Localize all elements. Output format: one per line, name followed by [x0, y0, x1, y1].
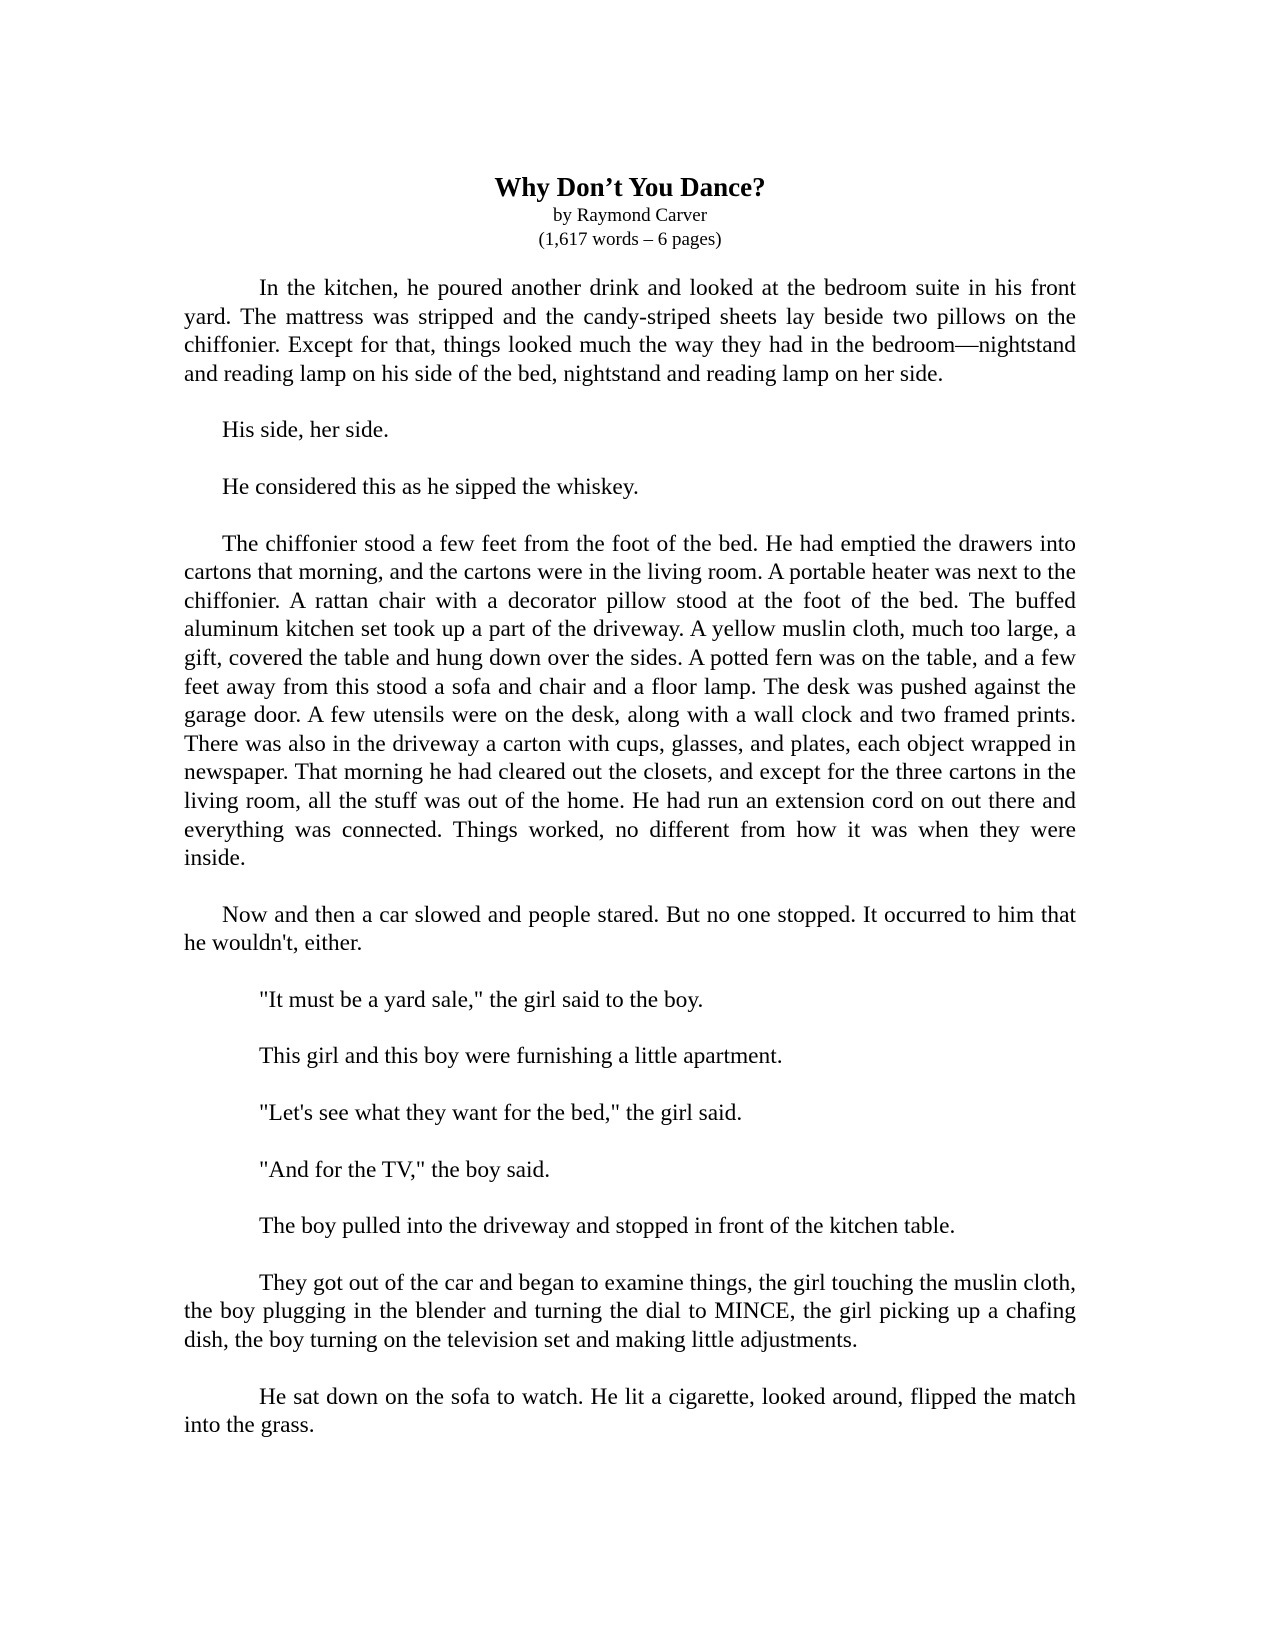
word-count-meta: (1,617 words – 6 pages) — [538, 229, 722, 250]
paragraph: This girl and this boy were furnishing a little apartment. — [259, 1043, 783, 1070]
document-page — [184, 170, 1076, 1468]
paragraph: They got out of the car and began to examine things, the girl touching the muslin cloth, the boy plugging in the blender and turning the dial to MINCE, the girl picking up a chafing dish, the boy turning on the television set and making little adjustments. — [184, 1269, 1076, 1354]
paragraph: His side, her side. — [222, 417, 389, 444]
page-title: Why Don’t You Dance? — [494, 172, 766, 202]
paragraph: "And for the TV," the boy said. — [259, 1156, 551, 1183]
paragraph: "Let's see what they want for the bed," the girl said. — [259, 1100, 743, 1127]
paragraph: "It must be a yard sale," the girl said to the boy. — [259, 986, 704, 1013]
paragraph: He sat down on the sofa to watch. He lit a cigarette, looked around, flipped the match into the grass. — [184, 1383, 1076, 1439]
paragraph: Now and then a car slowed and people stared. But no one stopped. It occurred to him that he wouldn't, either. — [184, 901, 1076, 957]
paragraph: The chiffonier stood a few feet from the foot of the bed. He had emptied the drawers into cartons that morning, and the cartons were in the living room. A portable heater was next to the chiffonier. A rattan chair with a decorator pillow stood at the foot of the bed. The buffed aluminum kitchen set took up a part of the driveway. A yellow muslin cloth, much too large, a gift, covered the table and hung down over the sides. A potted fern was on the table, and a few feet away from this stood a sofa and chair and a floor lamp. The desk was pushed against the garage door. A few utensils were on the desk, along with a wall clock and two framed prints. There was also in the driveway a carton with cups, glasses, and plates, each object wrapped in newspaper. That morning he had cleared out the closets, and except for the three cartons in the living room, all the stuff was out of the home. He had run an extension cord on out there and everything was connected. Things worked, no different from how it was when they were inside. — [184, 530, 1076, 872]
paragraph: The boy pulled into the driveway and stopped in front of the kitchen table. — [259, 1213, 956, 1240]
author-byline: by Raymond Carver — [552, 205, 708, 226]
paragraph: He considered this as he sipped the whiskey. — [222, 473, 639, 500]
paragraph: In the kitchen, he poured another drink and looked at the bedroom suite in his front yard. The mattress was stripped and the candy-striped sheets lay beside two pillows on the chiffonier. Except for that, things looked much the way they had in the bedroom—nightstand and reading lamp on his side of the bed, nightstand and reading lamp on her side. — [184, 275, 1076, 387]
